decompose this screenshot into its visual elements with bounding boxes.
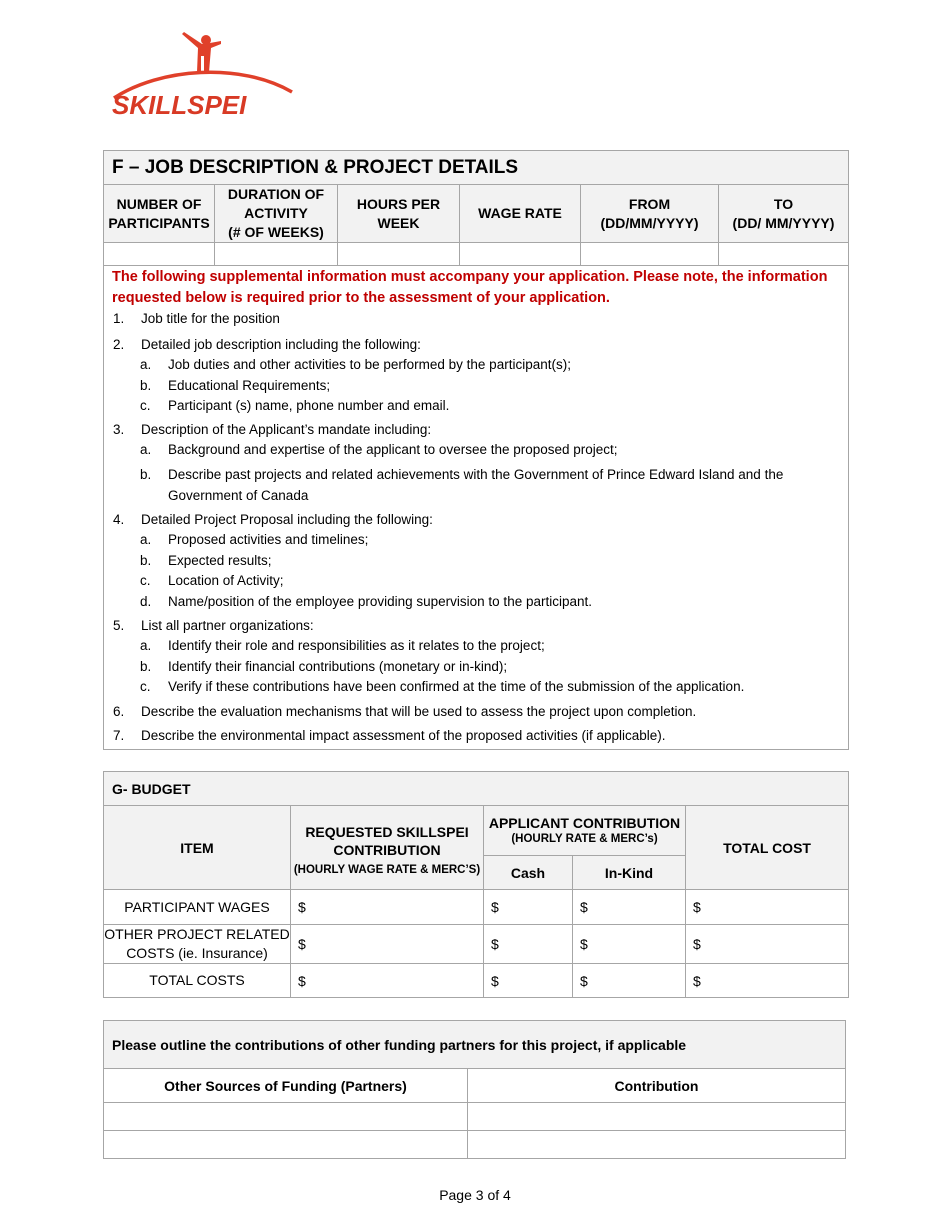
- list-subitem: a. Proposed activities and timelines;: [140, 532, 369, 547]
- list-subitem: b. Describe past projects and related achievements with the Government of Prince Edward Island and the Government of Canada: [140, 467, 784, 503]
- col-cash-header: Cash: [484, 856, 573, 890]
- hours-input-cell[interactable]: [338, 243, 460, 266]
- list-subitem: b. Educational Requirements;: [140, 377, 331, 393]
- list-item: 1. Job title for the position: [113, 311, 280, 326]
- list-subitem: a. Job duties and other activities to be performed by the participant(s);: [140, 357, 571, 372]
- cash-amount-cell[interactable]: $: [484, 964, 573, 998]
- list-item: 6. Describe the evaluation mechanisms that will be used to assess the project upon completion.: [113, 703, 697, 719]
- total-amount-cell[interactable]: $: [686, 890, 849, 925]
- col-participants-header: NUMBER OF PARTICIPANTS: [104, 185, 215, 243]
- col-hours-header: HOURS PER WEEK: [338, 185, 460, 243]
- list-subitem: c. Verify if these contributions have been confirmed at the time of the submission of the application.: [140, 679, 745, 694]
- requested-amount-cell[interactable]: $: [291, 925, 484, 964]
- skillspei-logo: [110, 26, 310, 120]
- list-item: 2. Detailed job description including the following:: [113, 337, 421, 352]
- inkind-amount-cell[interactable]: $: [573, 890, 686, 925]
- col-wage-header: WAGE RATE: [460, 185, 581, 243]
- row-label: TOTAL COSTS: [104, 964, 291, 998]
- list-subitem: a. Background and expertise of the applicant to oversee the proposed project;: [140, 441, 618, 457]
- supplemental-info: [104, 266, 849, 750]
- row-label: PARTICIPANT WAGES: [104, 890, 291, 925]
- col-contribution-header: Contribution: [468, 1069, 846, 1103]
- row-label: OTHER PROJECT RELATED COSTS (ie. Insurance): [104, 925, 291, 964]
- list-subitem: b. Expected results;: [140, 552, 272, 568]
- col-duration-header: DURATION OF ACTIVITY (# OF WEEKS): [215, 185, 338, 243]
- list-item: 7. Describe the environmental impact assessment of the proposed activities (if applicable).: [113, 727, 666, 743]
- duration-input-cell[interactable]: [215, 243, 338, 266]
- inkind-amount-cell[interactable]: $: [573, 964, 686, 998]
- from-date-input-cell[interactable]: [581, 243, 719, 266]
- section-f-title: F – JOB DESCRIPTION & PROJECT DETAILS: [104, 151, 849, 185]
- section-g-title: G- BUDGET: [104, 772, 849, 806]
- table-row: [104, 890, 849, 925]
- list-subitem: c. Participant (s) name, phone number and email.: [140, 398, 450, 413]
- participants-input-cell[interactable]: [104, 243, 215, 266]
- table-row: [104, 1103, 846, 1131]
- section-f-entry-row: [104, 243, 849, 266]
- table-row: [104, 1131, 846, 1159]
- col-sources-header: Other Sources of Funding (Partners): [104, 1069, 468, 1103]
- col-to-header: TO (DD/ MM/YYYY): [719, 185, 849, 243]
- partner-source-cell[interactable]: [104, 1103, 468, 1131]
- list-subitem: a. Identify their role and responsibilities as it relates to the project;: [140, 638, 545, 653]
- table-row: [104, 925, 849, 964]
- supplemental-notice: The following supplemental information must accompany your application. Please note, the information requested below is required prior to the assessment of your application.: [112, 269, 828, 306]
- requested-amount-cell[interactable]: $: [291, 890, 484, 925]
- total-amount-cell[interactable]: $: [686, 964, 849, 998]
- inkind-amount-cell[interactable]: $: [573, 925, 686, 964]
- wage-input-cell[interactable]: [460, 243, 581, 266]
- col-total-header: TOTAL COST: [686, 806, 849, 890]
- page-number: Page 3 of 4: [439, 1187, 511, 1203]
- cash-amount-cell[interactable]: $: [484, 925, 573, 964]
- skillspei-logo-graphic: [110, 26, 310, 120]
- col-from-header: FROM (DD/MM/YYYY): [581, 185, 719, 243]
- list-item: 3. Description of the Applicant’s mandate including:: [113, 421, 432, 437]
- to-date-input-cell[interactable]: [719, 243, 849, 266]
- funding-partners-prompt: Please outline the contributions of other funding partners for this project, if applicable: [104, 1021, 846, 1069]
- partner-source-cell[interactable]: [104, 1131, 468, 1159]
- list-subitem: d. Name/position of the employee providing supervision to the participant.: [140, 593, 592, 609]
- section-f-header-row: [104, 185, 849, 243]
- col-applicant-header: APPLICANT CONTRIBUTION (HOURLY RATE & MERC’s): [484, 806, 686, 856]
- partner-contribution-cell[interactable]: [468, 1131, 846, 1159]
- list-item: 4. Detailed Project Proposal including the following:: [113, 512, 433, 527]
- col-item-header: ITEM: [104, 806, 291, 890]
- budget-table: [103, 771, 849, 998]
- job-description-table: [103, 150, 849, 750]
- col-inkind-header: In-Kind: [573, 856, 686, 890]
- col-requested-header: REQUESTED SKILLSPEI CONTRIBUTION (HOURLY WAGE RATE & MERC’S): [291, 806, 484, 890]
- requirements-list: [112, 309, 840, 746]
- list-subitem: c. Location of Activity;: [140, 573, 284, 588]
- table-row: [104, 964, 849, 998]
- partner-contribution-cell[interactable]: [468, 1103, 846, 1131]
- funding-partners-table: [103, 1020, 846, 1159]
- logo-text: SKILLSPEI: [112, 90, 247, 120]
- cash-amount-cell[interactable]: $: [484, 890, 573, 925]
- requested-amount-cell[interactable]: $: [291, 964, 484, 998]
- list-subitem: b. Identify their financial contributions (monetary or in-kind);: [140, 658, 508, 674]
- total-amount-cell[interactable]: $: [686, 925, 849, 964]
- list-item: 5. List all partner organizations:: [113, 618, 314, 633]
